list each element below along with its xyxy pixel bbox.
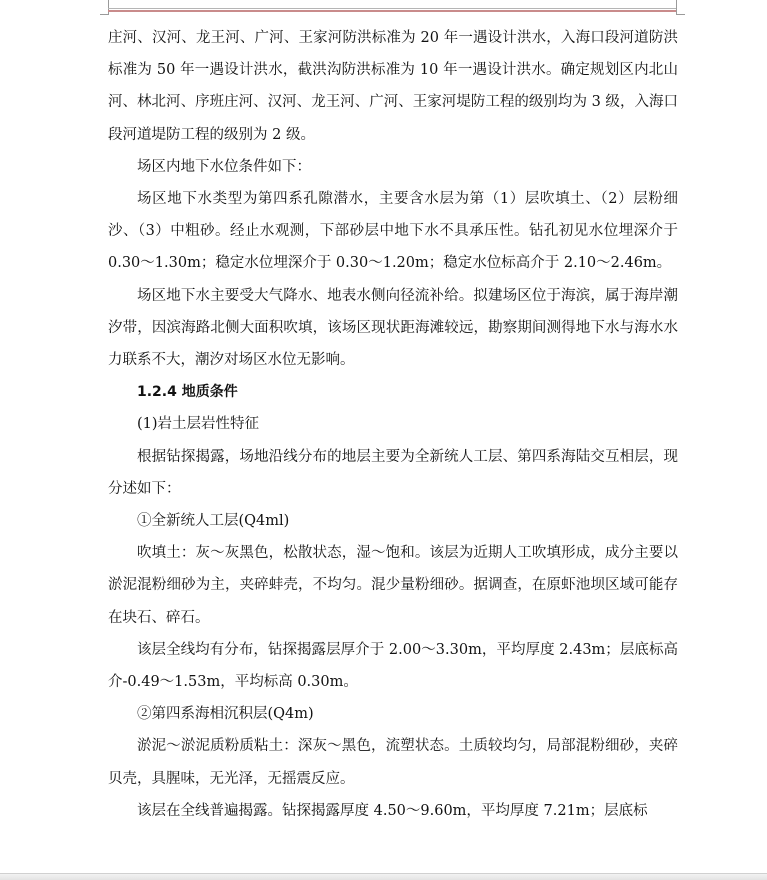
paragraph-flood-standards: 庄河、汉河、龙王河、广河、王家河防洪标准为 20 年一遇设计洪水，入海口段河道防洪标准为 50 年一遇设计洪水，截洪沟防洪标准为 10 年一遇设计洪水。确定规划区内北山河、林北河、序班庄河、汉河、龙王河、广河、王家河堤防工程的级别均为 3 级，入海口段河道堤防工程的级别为 2 级。 [108, 30, 678, 143]
paragraph-silt-clay: 淤泥～淤泥质粉质粘土：深灰～黑色，流塑状态。土质较均匀，局部混粉细砂，夹碎贝壳，具腥味，无光泽，无摇震反应。 [108, 738, 678, 787]
paragraph-silt-thickness: 该层在全线普遍揭露。钻探揭露厚度 4.50～9.60m，平均厚度 7.21m；层底标 [137, 802, 648, 819]
page-header-rule [108, 8, 676, 12]
subheading-artificial-layer: ①全新统人工层(Q4ml) [137, 513, 290, 530]
section-heading-geology: 1.2.4 地质条件 [137, 384, 238, 401]
page-bottom-edge [0, 873, 767, 880]
paragraph-groundwater-recharge: 场区地下水主要受大气降水、地表水侧向径流补给。拟建场区位于海滨，属于海岸潮汐带，因滨海路北侧大面积吹填，该场区现状距海滩较远，勘察期间测得地下水与海水水力联系不大，潮汐对场区水位无影响。 [108, 287, 678, 369]
paragraph-groundwater-intro: 场区内地下水位条件如下： [137, 158, 311, 175]
subheading-marine-layer: ②第四系海相沉积层(Q4m) [137, 706, 314, 723]
subheading-rock-soil-properties: (1)岩土层岩性特征 [137, 416, 260, 433]
paragraph-groundwater-type: 场区地下水类型为第四系孔隙潜水，主要含水层为第（1）层吹填土、（2）层粉细沙、（3）中粗砂。经止水观测，下部砂层中地下水不具承压性。钻孔初见水位埋深介于 0.30～1.30m；稳定水位埋深介于 0.30～1.20m；稳定水位标高介于 2.10～2.46m。 [108, 191, 678, 272]
paragraph-fill-thickness: 该层全线均有分布，钻探揭露层厚介于 2.00～3.30m，平均厚度 2.43m；层底标高介-0.49～1.53m，平均标高 0.30m。 [108, 641, 678, 691]
document-page-body [108, 22, 678, 827]
paragraph-strata-overview: 根据钻探揭露，场地沿线分布的地层主要为全新统人工层、第四系海陆交互相层，现分述如下： [108, 448, 678, 497]
paragraph-fill-soil: 吹填土：灰～灰黑色，松散状态，湿～饱和。该层为近期人工吹填形成，成分主要以淤泥混粉细砂为主，夹碎蚌壳，不均匀。混少量粉细砂。据调查，在原虾池坝区域可能存在块石、碎石。 [108, 545, 678, 626]
page-corner-mark-right [676, 0, 685, 15]
